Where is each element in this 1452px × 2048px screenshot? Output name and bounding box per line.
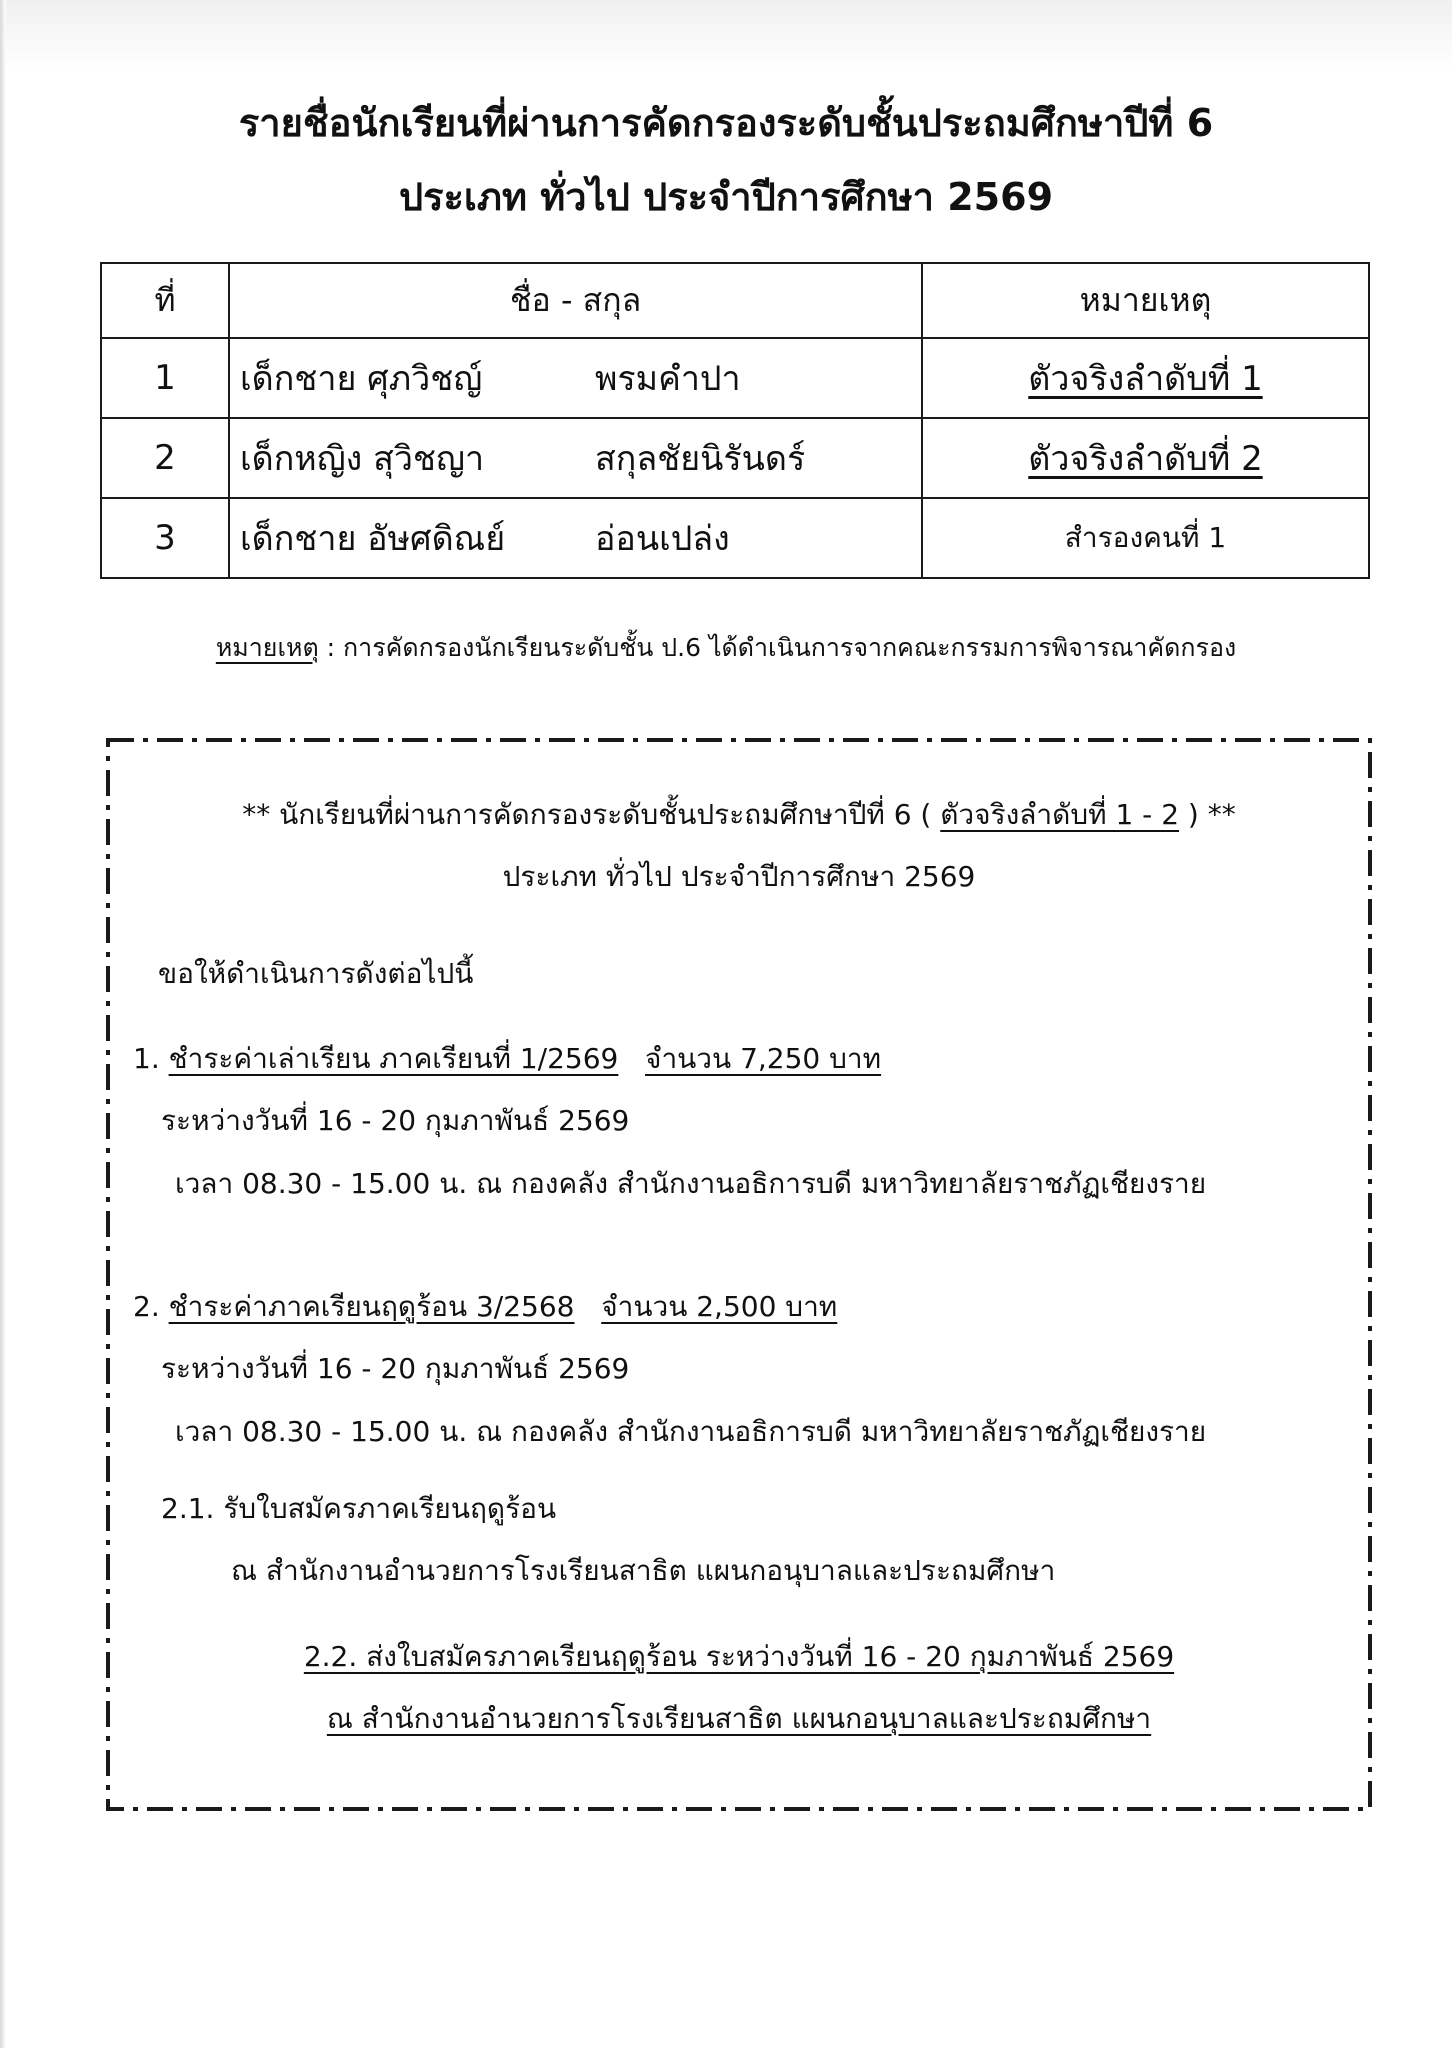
instruction-box xyxy=(105,737,1373,1812)
student-remark xyxy=(922,338,1369,418)
student-table xyxy=(100,262,1370,579)
item-2-amount: จำนวน 2,500 บาท xyxy=(601,1290,838,1323)
sub-item-2-2-title-text: 2.2. ส่งใบสมัครภาคเรียนฤดูร้อน ระหว่างวันที่ 16 - 20 กุมภาพันธ์ 2569 xyxy=(303,1640,1175,1673)
table-header-row xyxy=(101,263,1369,338)
sub-item-2-2-place xyxy=(105,1697,1373,1741)
box-heading-pre: ** นักเรียนที่ผ่านการคัดกรองระดับชั้นประถมศึกษาปีที่ 6 ( xyxy=(242,798,941,831)
student-last-name: พรมคำปา xyxy=(595,359,741,399)
page-subtitle: ประเภท ทั่วไป ประจำปีการศึกษา 2569 xyxy=(398,175,1054,219)
item-1-number: 1. xyxy=(133,1042,169,1075)
row-number: 1 xyxy=(101,338,229,418)
scan-shadow-left xyxy=(0,0,6,2048)
box-intro: ขอให้ดำเนินการดังต่อไปนี้ xyxy=(158,957,474,990)
header-name: ชื่อ - สกุล xyxy=(229,263,922,338)
student-remark xyxy=(922,498,1369,578)
student-remark xyxy=(922,418,1369,498)
item-2-place: เวลา 08.30 - 15.00 น. ณ กองคลัง สำนักงานอธิการบดี มหาวิทยาลัยราชภัฏเชียงราย xyxy=(175,1415,1207,1448)
item-2-period: ระหว่างวันที่ 16 - 20 กุมภาพันธ์ 2569 xyxy=(161,1352,630,1385)
sub-item-2-2-title xyxy=(105,1635,1373,1679)
remark-text: ตัวจริงลำดับที่ 1 xyxy=(1028,359,1263,399)
table-row xyxy=(101,418,1369,498)
remark-note-label: หมายเหตุ xyxy=(215,633,319,662)
row-number: 3 xyxy=(101,498,229,578)
box-heading-underlined: ตัวจริงลำดับที่ 1 - 2 xyxy=(940,798,1180,831)
student-name xyxy=(229,338,922,418)
row-number: 2 xyxy=(101,418,229,498)
header-no: ที่ xyxy=(101,263,229,338)
student-first-name: เด็กหญิง สุวิชญา xyxy=(240,439,485,479)
remark-note xyxy=(0,628,1452,668)
item-1-period: ระหว่างวันที่ 16 - 20 กุมภาพันธ์ 2569 xyxy=(161,1104,630,1137)
remark-note-text: : การคัดกรองนักเรียนระดับชั้น ป.6 ได้ดำเนินการจากคณะกรรมการพิจารณาคัดกรอง xyxy=(318,633,1237,662)
table-row xyxy=(101,338,1369,418)
item-1-amount: จำนวน 7,250 บาท xyxy=(645,1042,882,1075)
box-heading-post: ) ** xyxy=(1179,798,1236,831)
student-name xyxy=(229,418,922,498)
remark-text: สำรองคนที่ 1 xyxy=(1064,521,1227,554)
student-last-name: อ่อนเปล่ง xyxy=(595,519,730,559)
box-heading xyxy=(105,793,1373,837)
sub-item-2-1-place: ณ สำนักงานอำนวยการโรงเรียนสาธิต แผนกอนุบาลและประถมศึกษา xyxy=(231,1554,1056,1587)
sub-item-2-1-title: 2.1. รับใบสมัครภาคเรียนฤดูร้อน xyxy=(161,1492,557,1525)
scan-shadow-top xyxy=(0,0,1452,70)
remark-text: ตัวจริงลำดับที่ 2 xyxy=(1028,439,1263,479)
item-2-title xyxy=(133,1285,837,1329)
student-first-name: เด็กชาย ศุภวิชญ์ xyxy=(240,359,483,399)
item-2-title-text: ชำระค่าภาคเรียนฤดูร้อน 3/2568 xyxy=(168,1290,575,1323)
item-1-title xyxy=(133,1037,881,1081)
box-heading-line2: ประเภท ทั่วไป ประจำปีการศึกษา 2569 xyxy=(502,860,976,893)
student-first-name: เด็กชาย อัษศดิณย์ xyxy=(240,519,506,559)
item-2-number: 2. xyxy=(133,1290,169,1323)
item-1-place: เวลา 08.30 - 15.00 น. ณ กองคลัง สำนักงานอธิการบดี มหาวิทยาลัยราชภัฏเชียงราย xyxy=(175,1167,1207,1200)
sub-item-2-2-place-text: ณ สำนักงานอำนวยการโรงเรียนสาธิต แผนกอนุบาลและประถมศึกษา xyxy=(326,1702,1152,1735)
table-row xyxy=(101,498,1369,578)
student-name xyxy=(229,498,922,578)
item-1-title-text: ชำระค่าเล่าเรียน ภาคเรียนที่ 1/2569 xyxy=(168,1042,619,1075)
student-last-name: สกุลชัยนิรันดร์ xyxy=(595,439,806,479)
header-remark: หมายเหตุ xyxy=(922,263,1369,338)
page-title: รายชื่อนักเรียนที่ผ่านการคัดกรองระดับชั้นประถมศึกษาปีที่ 6 xyxy=(238,101,1214,145)
